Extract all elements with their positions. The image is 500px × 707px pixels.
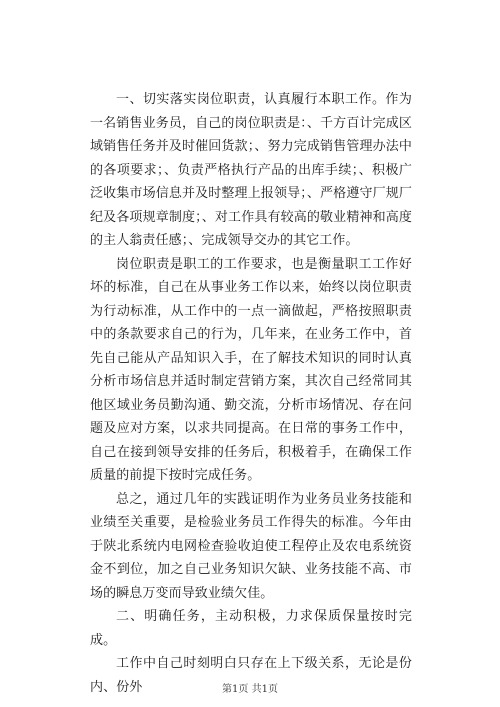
paragraph-job-duties: 一、切实落实岗位职责，认真履行本职工作。作为一名销售业务员，自己的岗位职责是：、千方百计完成区域销售任务并及时催回货款；、努力完成销售管理办法中的各项要求；、负责严格执行产品的出库手续；、积极广泛收集市场信息并及时整理上报领导；、严格遵守厂规厂纪及各项规章制度；、对工作具有较高的敬业精神和高度的主人翁责任感；、完成领导交办的其它工作。 xyxy=(90,92,412,248)
page-footer: 第1页 共1页 xyxy=(222,684,278,695)
paragraph-section-two-heading: 二、明确任务，主动积极，力求保质保量按时完成。 xyxy=(90,609,412,648)
paragraph-relationships: 工作中自己时刻明白只存在上下级关系，无论是份内、份外 xyxy=(90,656,412,695)
paragraph-summary: 总之，通过几年的实践证明作为业务员业务技能和业绩至关重要，是检验业务员工作得失的标准。今年由于陕北系统内电网检查验收迫使工程停止及农电系统资金不到位，加之自己业务知识欠缺、业务技能不高、市场的瞬息万变而导致业绩欠佳。 xyxy=(90,491,412,601)
document-body xyxy=(90,88,412,699)
paragraph-duty-standard: 岗位职责是职工的工作要求，也是衡量职工工作好坏的标准，自己在从事业务工作以来，始终以岗位职责为行动标准，从工作中的一点一滴做起，严格按照职责中的条款要求自己的行为，几年来，在业务工作中，首先自己能从产品知识入手，在了解技术知识的同时认真分析市场信息并适时制定营销方案，其次自己经常同其他区域业务员勤沟通、勤交流，分析市场情况、存在问题及应对方案，以求共同提高。在日常的事务工作中，自己在接到领导安排的任务后，积极着手，在确保工作质量的前提下按时完成任务。 xyxy=(90,256,412,483)
